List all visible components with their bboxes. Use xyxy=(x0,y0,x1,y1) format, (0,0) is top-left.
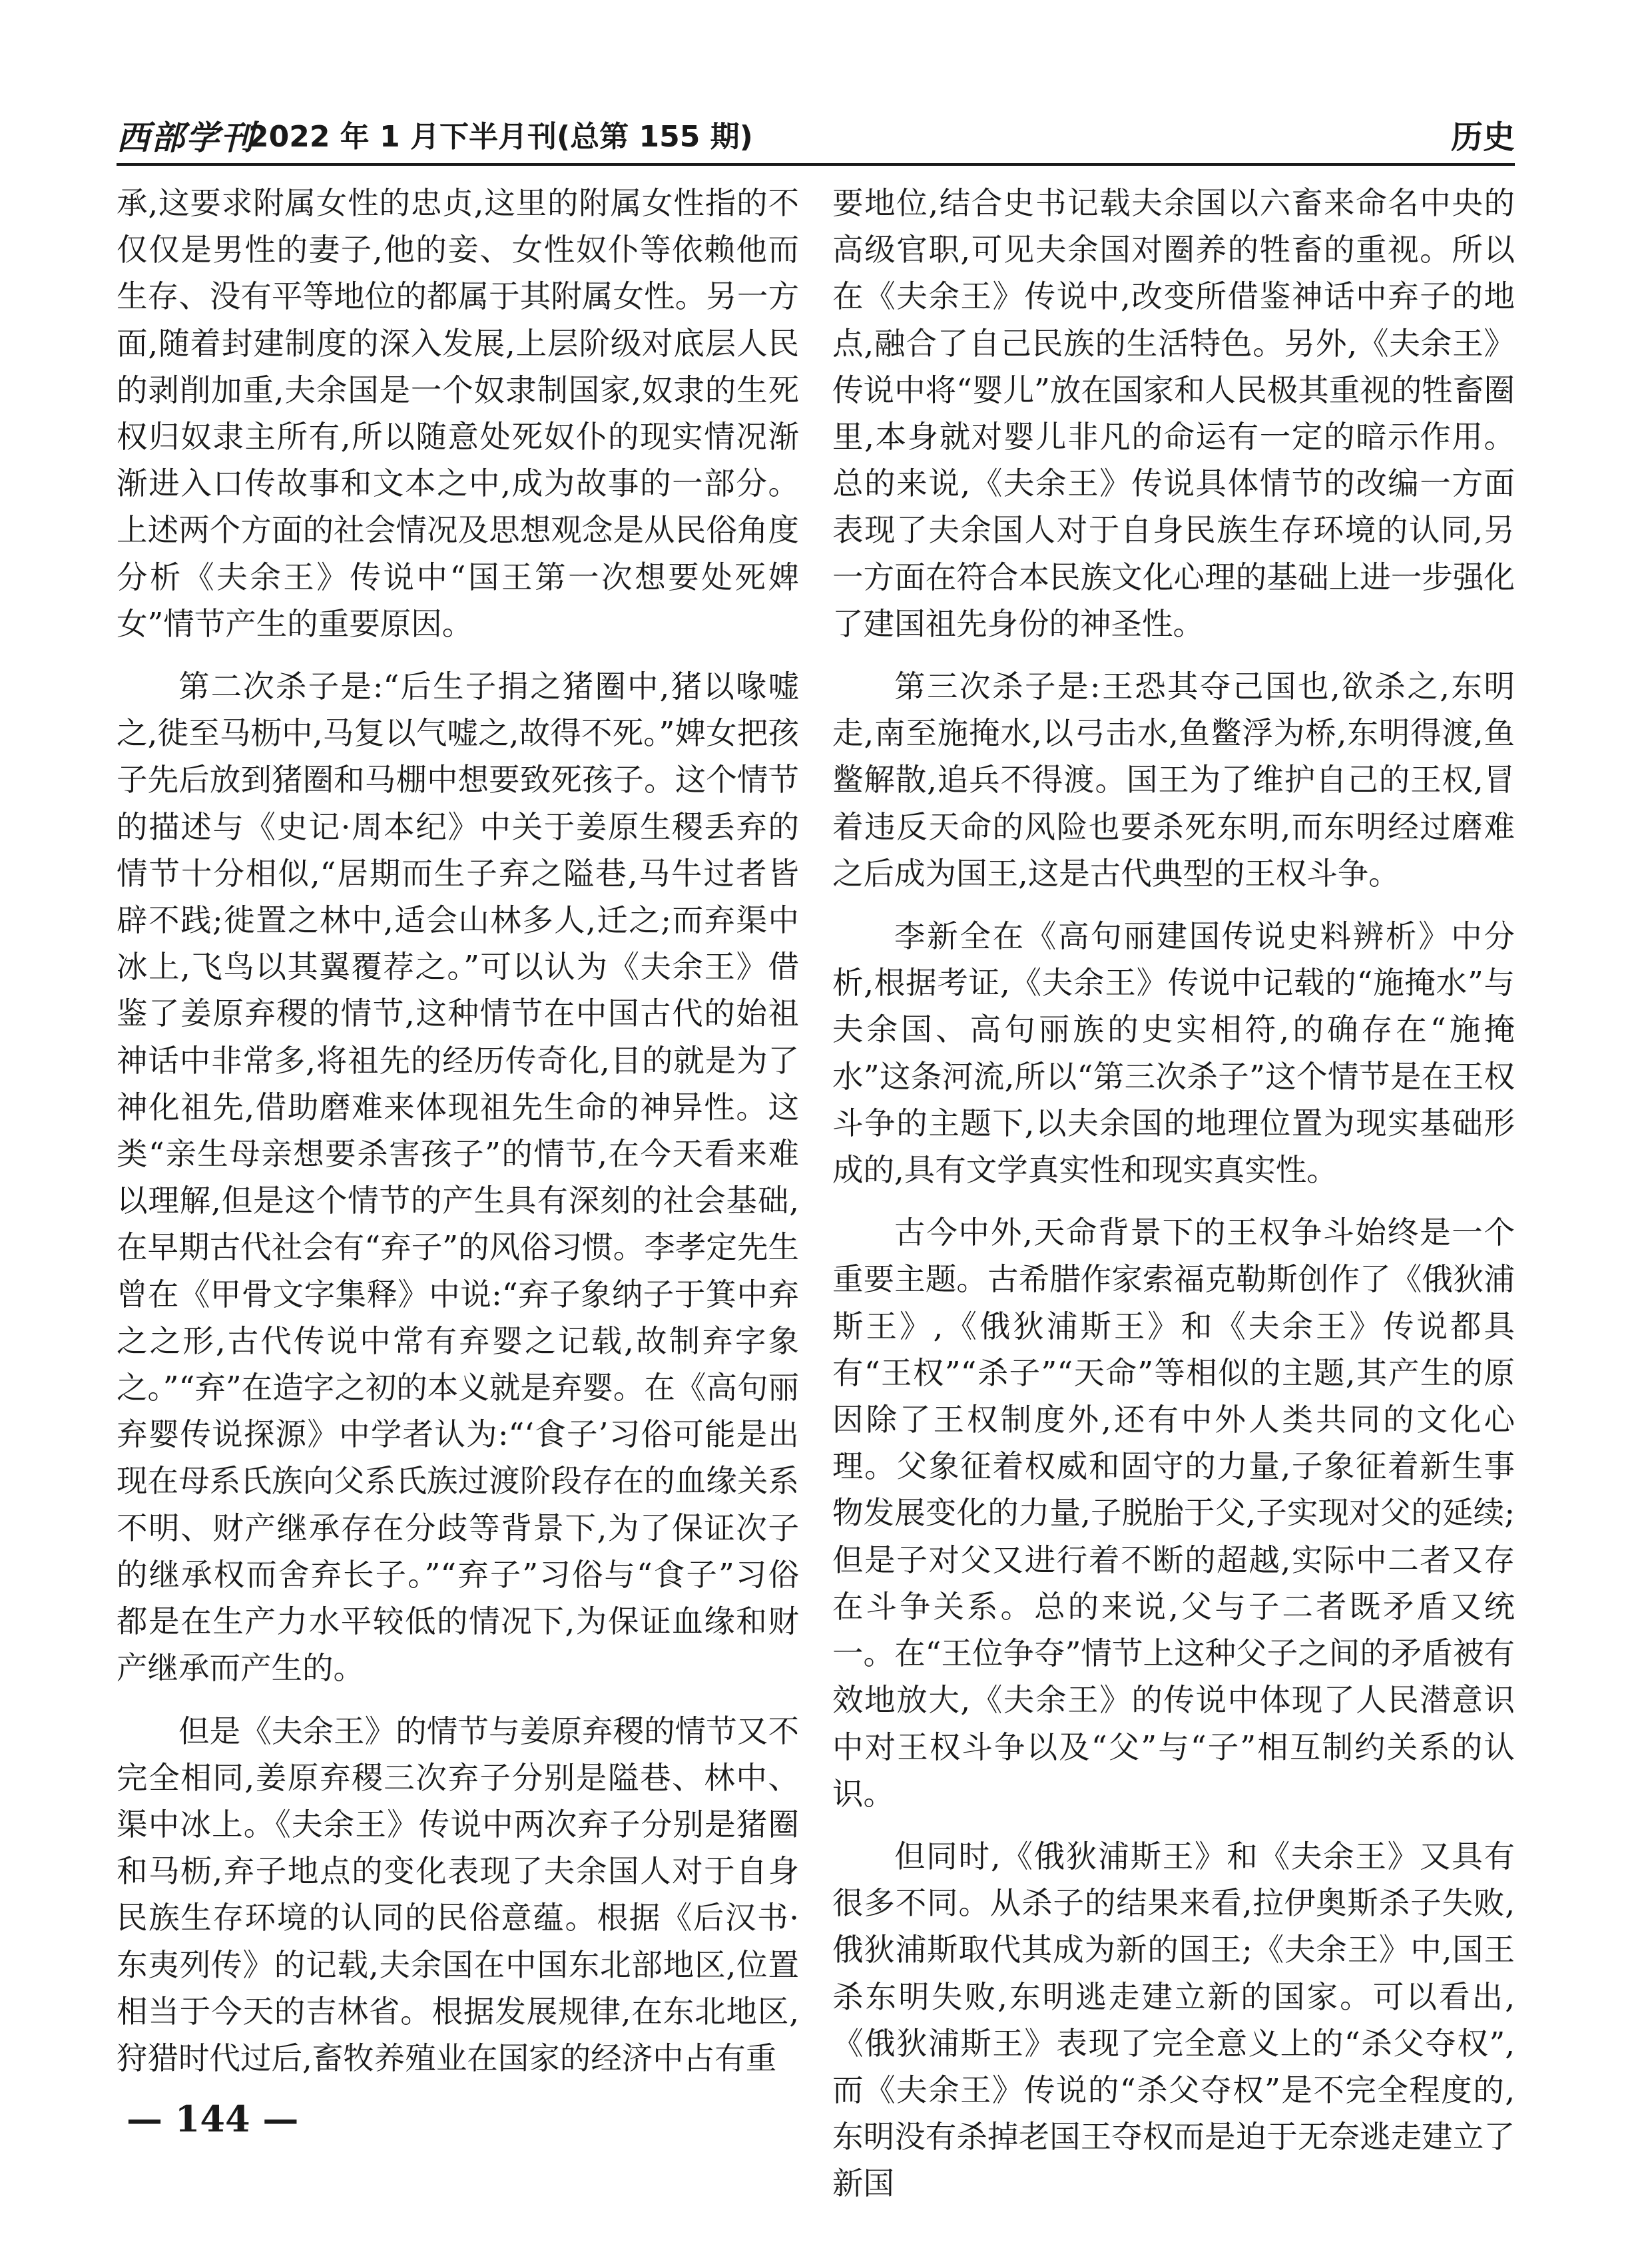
page-number: — 144 — xyxy=(127,2098,299,2140)
paragraph: 李新全在《高句丽建国传说史料辨析》中分析,根据考证,《夫余王》传说中记载的“施掩水”与夫余国、高句丽族的史实相符,的确存在“施掩水”这条河流,所以“第三次杀子”这个情节是在王权斗争的主题下,以夫余国的地理位置为现实基础形成的,具有文学真实性和现实真实性。 xyxy=(832,918,1515,1189)
right-column xyxy=(832,180,1515,2207)
paragraph: 承,这要求附属女性的忠贞,这里的附属女性指的不仅仅是男性的妻子,他的妾、女性奴仆等依赖他而生存、没有平等地位的都属于其附属女性。另一方面,随着封建制度的深入发展,上层阶级对底层人民的剥削加重,夫余国是一个奴隶制国家,奴隶的生死权归奴隶主所有,所以随意处死奴仆的现实情况渐渐进入口传故事和文本之中,成为故事的一部分。上述两个方面的社会情况及思想观念是从民俗角度分析《夫余王》传说中“国王第一次想要处死婢女”情节产生的重要原因。 xyxy=(117,185,799,642)
left-column xyxy=(117,180,799,2082)
section-title: 历史 xyxy=(1450,119,1515,156)
paragraph: 古今中外,天命背景下的王权争斗始终是一个重要主题。古希腊作家索福克勒斯创作了《俄狄浦斯王》,《俄狄浦斯王》和《夫余王》传说都具有“王权”“杀子”“天命”等相似的主题,其产生的原因除了王权制度外,还有中外人类共同的文化心理。父象征着权威和固守的力量,子象征着新生事物发展变化的力量,子脱胎于父,子实现对父的延续;但是子对父又进行着不断的超越,实际中二者又存在斗争关系。总的来说,父与子二者既矛盾又统一。在“王位争夺”情节上这种父子之间的矛盾被有效地放大,《夫余王》的传说中体现了人民潜意识中对王权斗争以及“父”与“子”相互制约关系的认识。 xyxy=(832,1215,1515,1812)
paragraph: 第二次杀子是:“后生子捐之猪圈中,猪以喙嘘之,徙至马枥中,马复以气嘘之,故得不死。”婢女把孩子先后放到猪圈和马棚中想要致死孩子。这个情节的描述与《史记·周本纪》中关于姜原生稷丢弃的情节十分相似,“居期而生子弃之隘巷,马牛过者皆辟不践;徙置之林中,适会山林多人,迁之;而弃渠中冰上,飞鸟以其翼覆荐之。”可以认为《夫余王》借鉴了姜原弃稷的情节,这种情节在中国古代的始祖神话中非常多,将祖先的经历传奇化,目的就是为了神化祖先,借助磨难来体现祖先生命的神异性。这类“亲生母亲想要杀害孩子”的情节,在今天看来难以理解,但是这个情节的产生具有深刻的社会基础,在早期古代社会有“弃子”的风俗习惯。李孝定先生曾在《甲骨文字集释》中说:“弃子象纳子于箕中弃之之形,古代传说中常有弃婴之记载,故制弃字象之。”“弃”在造字之初的本义就是弃婴。在《高句丽弃婴传说探源》中学者认为:“‘食子’习俗可能是出现在母系氏族向父系氏族过渡阶段存在的血缘关系不明、财产继承存在分歧等背景下,为了保证次子的继承权而舍弃长子。”“弃子”习俗与“食子”习俗都是在生产力水平较低的情况下,为保证血缘和财产继承而产生的。 xyxy=(117,669,799,1687)
header-rule xyxy=(117,163,1515,166)
paragraph: 第三次杀子是:王恐其夺己国也,欲杀之,东明走,南至施掩水,以弓击水,鱼鳖浮为桥,东明得渡,鱼鳖解散,追兵不得渡。国王为了维护自己的王权,冒着违反天命的风险也要杀死东明,而东明经过磨难之后成为国王,这是古代典型的王权斗争。 xyxy=(832,669,1515,892)
paragraph: 但是《夫余王》的情节与姜原弃稷的情节又不完全相同,姜原弃稷三次弃子分别是隘巷、林中、渠中冰上。《夫余王》传说中两次弃子分别是猪圈和马枥,弃子地点的变化表现了夫余国人对于自身民族生存环境的认同的民俗意蕴。根据《后汉书·东夷列传》的记载,夫余国在中国东北部地区,位置相当于今天的吉林省。根据发展规律,在东北地区,狩猎时代过后,畜牧养殖业在国家的经济中占有重 xyxy=(117,1713,799,2076)
page-header xyxy=(117,110,1515,156)
journal-logo: 西部学刊 xyxy=(117,118,255,157)
issue-info: 2022 年 1 月下半月刊(总第 155 期) xyxy=(248,120,753,154)
paragraph: 要地位,结合史书记载夫余国以六畜来命名中央的高级官职,可见夫余国对圈养的牲畜的重视。所以在《夫余王》传说中,改变所借鉴神话中弃子的地点,融合了自己民族的生活特色。另外,《夫余王》传说中将“婴儿”放在国家和人民极其重视的牲畜圈里,本身就对婴儿非凡的命运有一定的暗示作用。总的来说,《夫余王》传说具体情节的改编一方面表现了夫余国人对于自身民族生存环境的认同,另一方面在符合本民族文化心理的基础上进一步强化了建国祖先身份的神圣性。 xyxy=(832,185,1515,642)
paragraph: 但同时,《俄狄浦斯王》和《夫余王》又具有很多不同。从杀子的结果来看,拉伊奥斯杀子失败,俄狄浦斯取代其成为新的国王;《夫余王》中,国王杀东明失败,东明逃走建立新的国家。可以看出,《俄狄浦斯王》表现了完全意义上的“杀父夺权”,而《夫余王》传说的“杀父夺权”是不完全程度的,东明没有杀掉老国王夺权而是迫于无奈逃走建立了新国 xyxy=(832,1838,1515,2202)
